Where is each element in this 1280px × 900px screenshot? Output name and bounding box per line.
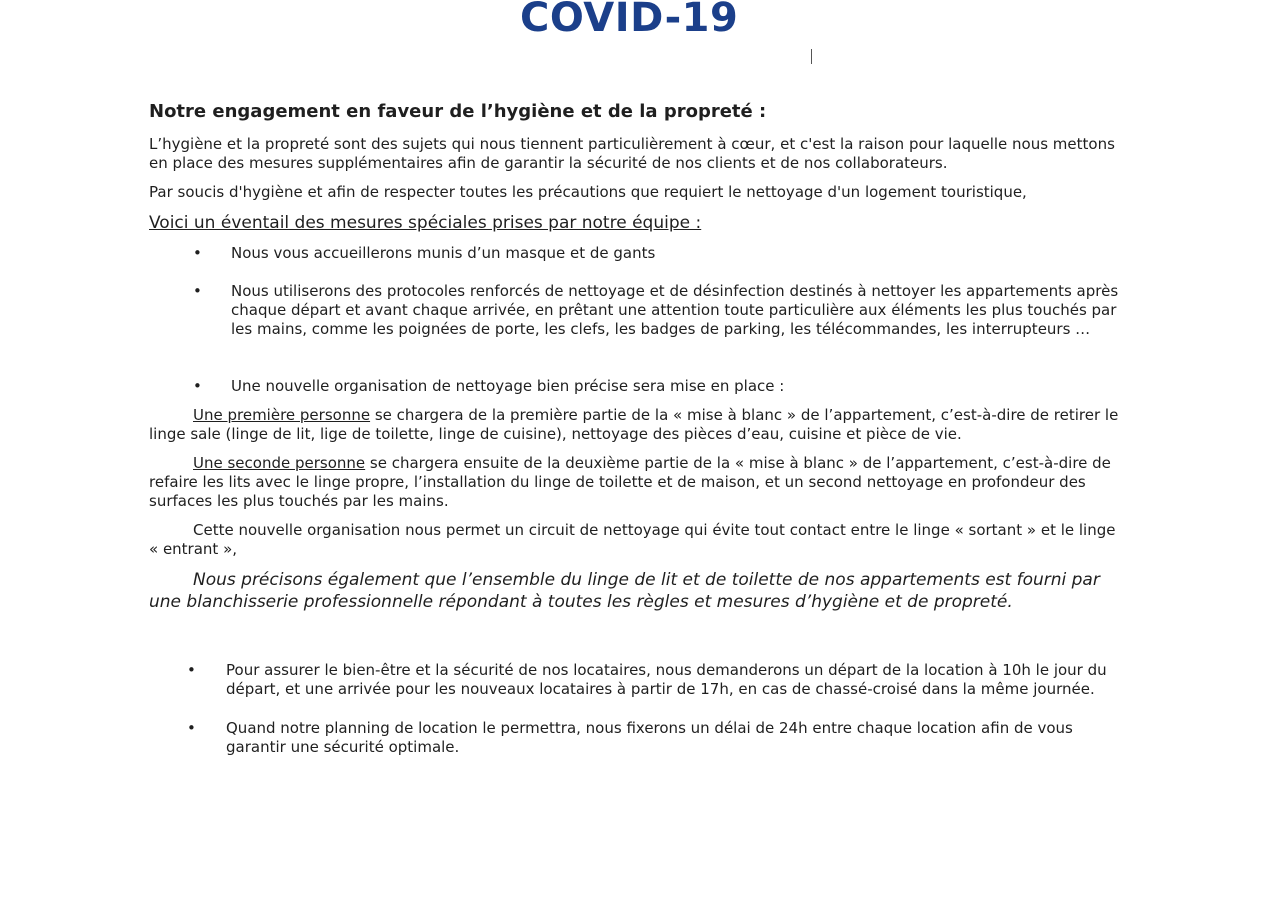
measure-item-text: Une nouvelle organisation de nettoyage bien précise sera mise en place : xyxy=(231,377,785,395)
schedule-item-text: Pour assurer le bien-être et la sécurité de nos locataires, nous demanderons un départ de la location à 10h le jour du départ, et une arrivée pour les nouveaux locataires à partir de 17h, en cas de chassé-croisé dans la même journée. xyxy=(226,661,1107,698)
schedule-item-checkin-checkout xyxy=(149,661,1129,699)
schedule-item-text: Quand notre planning de location le permettra, nous fixerons un délai de 24h entre chaque location afin de vous garantir une sécurité optimale. xyxy=(226,719,1073,756)
bullet-icon: • xyxy=(187,661,196,679)
measure-item-protocols xyxy=(149,282,1129,339)
first-person-paragraph xyxy=(149,406,1129,444)
first-person-text: se chargera de la première partie de la « mise à blanc » de l’appartement, c’est-à-dire de retirer le linge sale (linge de lit, lige de toilette, linge de cuisine), nettoyage des pièces d’eau, cuisine et pièce de vie. xyxy=(149,406,1119,443)
measures-list xyxy=(149,244,1129,396)
second-person-text: se chargera ensuite de la deuxième partie de la « mise à blanc » de l’appartement, c’est-à-dire de refaire les lits avec le linge propre, l’installation du linge de toilette et de maison, et un second nettoyage en profondeur des surfaces les plus touchés par les mains. xyxy=(149,454,1111,510)
measure-item-text: Nous vous accueillerons munis d’un masque et de gants xyxy=(231,244,656,262)
measures-subheading: Voici un éventail des mesures spéciales prises par notre équipe : xyxy=(149,213,702,233)
document-heading: Notre engagement en faveur de l’hygiène et de la propreté : xyxy=(149,101,767,122)
intro-paragraph-1: L’hygiène et la propreté sont des sujets qui nous tiennent particulièrement à cœur, et c'est la raison pour laquelle nous mettons en place des mesures supplémentaires afin de garantir la sécurité de nos clients et de nos collaborateurs. xyxy=(149,135,1115,172)
measure-item-text: Nous utiliserons des protocoles renforcés de nettoyage et de désinfection destinés à nettoyer les appartements après chaque départ et avant chaque arrivée, en prêtant une attention toute particulière aux éléments les plus touchés par les mains, comme les poignées de porte, les clefs, les badges de parking, les télécommandes, les interrupteurs … xyxy=(231,282,1119,338)
measure-item-organisation xyxy=(149,377,1129,396)
bullet-icon: • xyxy=(187,719,196,737)
covid-19-logo: COVID-19 xyxy=(520,0,739,41)
laundry-note: Nous précisons également que l’ensemble du linge de lit et de toilette de nos appartements est fourni par une blanchisserie professionnelle répondant à toutes les règles et mesures d’hygiène et de propreté. xyxy=(149,570,1100,612)
second-person-label: Une seconde personne xyxy=(193,454,366,472)
bullet-icon: • xyxy=(193,282,202,300)
schedule-item-24h-delay xyxy=(149,719,1129,757)
text-cursor xyxy=(811,49,812,64)
intro-paragraph-2: Par soucis d'hygiène et afin de respecter toutes les précautions que requiert le nettoyage d'un logement touristique, xyxy=(149,183,1027,201)
second-person-paragraph xyxy=(149,454,1129,511)
bullet-icon: • xyxy=(193,244,202,262)
measure-item-mask-gloves xyxy=(149,244,1129,263)
schedule-list xyxy=(149,661,1129,757)
organisation-paragraph: Cette nouvelle organisation nous permet un circuit de nettoyage qui évite tout contact entre le linge « sortant » et le linge « entrant », xyxy=(149,521,1116,558)
document-body xyxy=(149,100,1129,757)
first-person-label: Une première personne xyxy=(193,406,371,424)
bullet-icon: • xyxy=(193,377,202,395)
